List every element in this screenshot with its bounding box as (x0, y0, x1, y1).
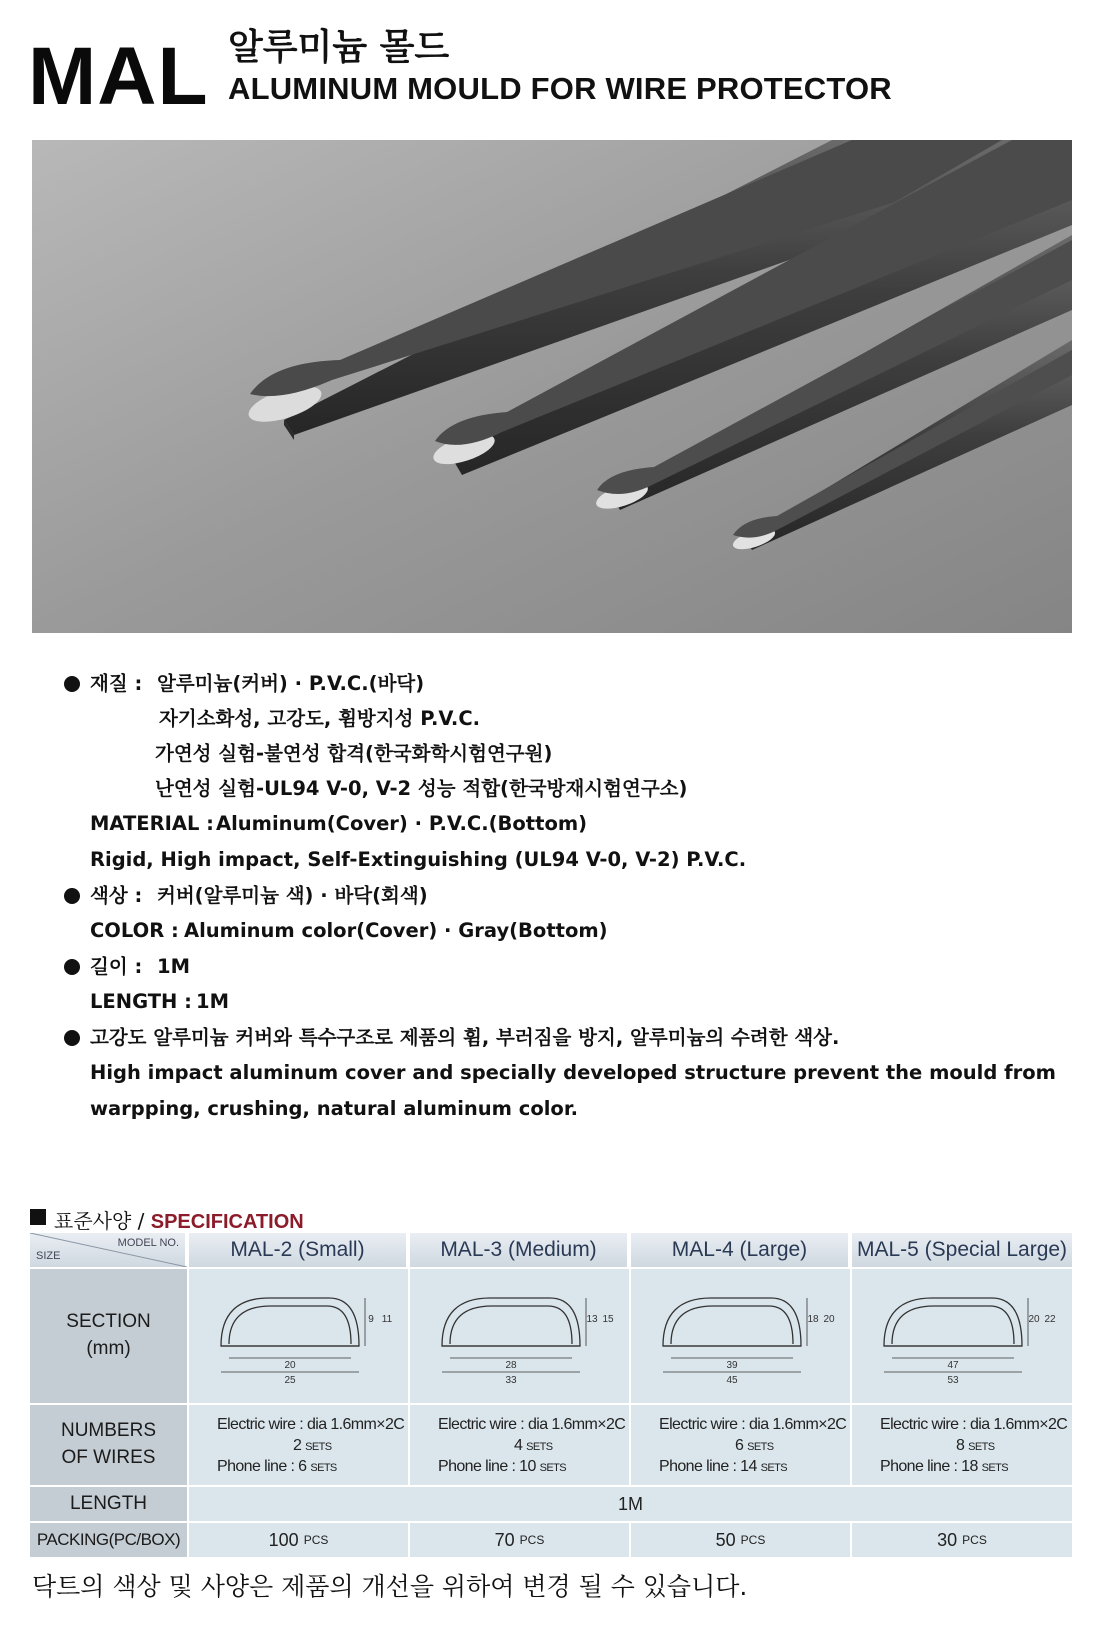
spec-title-en: SPECIFICATION (150, 1211, 304, 1233)
section-drawing (631, 1269, 850, 1403)
row-label-length: LENGTH (30, 1487, 187, 1521)
packing-value: 50 (715, 1529, 736, 1550)
bullet-icon (64, 676, 80, 692)
row-label-line: NUMBERS (60, 1420, 156, 1442)
product-photo (32, 140, 1072, 633)
dimension-inner-height: 9 (367, 1314, 374, 1325)
length-en-label: LENGTH : (90, 990, 192, 1013)
packing-unit: PCS (962, 1533, 987, 1547)
material-ko-label: 재질 : (90, 672, 143, 695)
section-profile-drawing (199, 1276, 399, 1396)
profile-inner (892, 1306, 1014, 1344)
phone-sets-value: 10 (519, 1457, 536, 1475)
corner-cell (30, 1233, 187, 1267)
packing-cell (189, 1523, 408, 1557)
packing-cell (852, 1523, 1072, 1557)
material-ko-line: 알루미늄(커버) · P.V.C.(바닥) (157, 672, 425, 695)
sets-unit: SETS (981, 1461, 1008, 1474)
sets-unit: SETS (760, 1461, 787, 1474)
model-header: MAL-5 (Special Large) (852, 1233, 1072, 1267)
wires-cell (189, 1405, 408, 1485)
phone-line-label: Phone line (659, 1457, 729, 1475)
packing-value: 70 (494, 1529, 515, 1550)
wires-cell (852, 1405, 1072, 1485)
dimension-inner-width: 39 (725, 1360, 738, 1371)
packing-unit: PCS (519, 1533, 545, 1547)
feature-en-line: warpping, crushing, natural aluminum color. (90, 1097, 579, 1120)
packing-value: 100 (268, 1529, 299, 1550)
dimension-outer-height: 11 (381, 1314, 392, 1325)
dimension-outer-height: 15 (601, 1314, 614, 1325)
model-header: MAL-3 (Medium) (410, 1233, 629, 1267)
footer-note: 닥트의 색상 및 사양은 제품의 개선을 위하여 변경 될 수 있습니다. (32, 1572, 748, 1601)
packing-unit: PCS (740, 1533, 766, 1547)
dimension-outer-width: 45 (725, 1375, 738, 1386)
material-en-line: Rigid, High impact, Self-Extinguishing (UL94 V-0, V-2) P.V.C. (90, 848, 747, 871)
profile-outer (442, 1298, 580, 1346)
row-label-section (30, 1269, 187, 1403)
electric-wire-label: Electric wire : dia 1.6mm×2C (438, 1416, 626, 1433)
packing-cell (410, 1523, 629, 1557)
diagonal-line (30, 1233, 187, 1267)
profile-outer (884, 1298, 1022, 1346)
material-ko-line: 난연성 실험-UL94 V-0, V-2 성능 적합(한국방재시험연구소) (155, 777, 688, 800)
dimension-inner-height: 18 (806, 1314, 819, 1325)
color-en-value: Aluminum color(Cover) · Gray(Bottom) (184, 919, 608, 942)
sets-unit: SETS (310, 1461, 337, 1474)
electric-sets-value: 2 (293, 1436, 302, 1454)
electric-wire-label: Electric wire : dia 1.6mm×2C (880, 1416, 1068, 1433)
material-ko-line: 가연성 실험-불연성 합격(한국화학시험연구원) (155, 742, 553, 765)
electric-sets (217, 1436, 332, 1457)
feature-ko-line: 고강도 알루미늄 커버와 특수구조로 제품의 휨, 부러짐을 방지, 알루미늄의 수려한 색상. (90, 1026, 840, 1049)
dimension-inner-width: 20 (283, 1360, 296, 1371)
title-english: ALUMINUM MOULD FOR WIRE PROTECTOR (228, 71, 892, 106)
material-en-value: Aluminum(Cover) · P.V.C.(Bottom) (216, 812, 588, 835)
feature-en-line: High impact aluminum cover and specially developed structure prevent the mould from (90, 1061, 1056, 1084)
spec-title (54, 1205, 304, 1234)
length-ko-value: 1M (157, 955, 190, 978)
sets-unit: SETS (968, 1440, 995, 1453)
row-label-line: SECTION (66, 1311, 151, 1333)
dimension-outer-width: 53 (947, 1375, 959, 1386)
electric-wire-label: Electric wire : dia 1.6mm×2C (217, 1416, 405, 1433)
material-ko-line: 자기소화성, 고강도, 휨방지성 P.V.C. (159, 707, 481, 730)
electric-sets (438, 1436, 553, 1457)
length-ko-label: 길이 : (90, 955, 143, 978)
corner-model-label: MODEL NO. (117, 1237, 179, 1249)
color-ko-label: 색상 : (90, 884, 143, 907)
phone-sets-value: 18 (961, 1457, 978, 1475)
section-profile-drawing (641, 1276, 841, 1396)
phone-line: Phone line : 10 SETS (438, 1457, 566, 1475)
electric-sets-value: 8 (956, 1436, 965, 1454)
sets-unit: SETS (305, 1440, 332, 1453)
dimension-outer-width: 25 (283, 1375, 296, 1386)
packing-cell (631, 1523, 850, 1557)
dimension-inner-height: 13 (585, 1314, 598, 1325)
profile-inner (229, 1306, 351, 1344)
section-profile-drawing (420, 1276, 620, 1396)
phone-line: Phone line : 18 SETS (880, 1457, 1008, 1475)
profile-outer (221, 1298, 359, 1346)
spec-title-ko: 표준사양 / (54, 1209, 151, 1233)
model-header: MAL-2 (Small) (189, 1233, 408, 1267)
wires-cell (410, 1405, 629, 1485)
length-value: 1M (189, 1487, 1072, 1521)
sets-unit: SETS (539, 1461, 566, 1474)
phone-line: Phone line : 6 SETS (217, 1457, 337, 1475)
row-label-line: (mm) (86, 1338, 131, 1359)
sets-unit: SETS (747, 1440, 774, 1453)
phone-line-label: Phone line (217, 1457, 287, 1475)
section-drawing (852, 1269, 1072, 1403)
phone-line-label: Phone line (438, 1457, 508, 1475)
color-en-label: COLOR : (90, 919, 179, 942)
electric-sets-value: 6 (735, 1436, 744, 1454)
phone-line-label: Phone line (880, 1457, 950, 1475)
packing-unit: PCS (303, 1533, 329, 1547)
model-header: MAL-4 (Large) (631, 1233, 850, 1267)
profile-outer (663, 1298, 801, 1346)
electric-wire-label: Electric wire : dia 1.6mm×2C (659, 1416, 847, 1433)
dimension-outer-height: 20 (822, 1314, 835, 1325)
row-label-packing: PACKING(PC/BOX) (30, 1523, 187, 1557)
header (28, 27, 1078, 122)
dimension-inner-height: 20 (1028, 1314, 1040, 1325)
electric-sets (659, 1436, 774, 1457)
spec-table (30, 1233, 1072, 1550)
section-drawing (410, 1269, 629, 1403)
electric-sets (880, 1436, 995, 1457)
length-en-value: 1M (196, 990, 229, 1013)
dimension-inner-width: 47 (947, 1360, 959, 1371)
bullet-icon (64, 1030, 80, 1046)
title-korean: 알루미늄 몰드 (228, 27, 450, 68)
dimension-outer-width: 33 (504, 1375, 517, 1386)
material-en-label: MATERIAL : (90, 812, 214, 835)
model-code: MAL (28, 31, 209, 122)
row-label-wires (30, 1405, 187, 1485)
square-bullet-icon (30, 1209, 46, 1225)
row-label-line: OF WIRES (61, 1447, 156, 1468)
bullet-icon (64, 959, 80, 975)
sets-unit: SETS (526, 1440, 553, 1453)
wires-cell (631, 1405, 850, 1485)
dimension-outer-height: 22 (1044, 1314, 1056, 1325)
color-ko-value: 커버(알루미늄 색) · 바닥(회색) (157, 884, 428, 907)
corner-size-label: SIZE (36, 1250, 61, 1262)
profile-inner (450, 1306, 572, 1344)
section-profile-drawing (862, 1276, 1062, 1396)
dimension-inner-width: 28 (504, 1360, 517, 1371)
phone-line: Phone line : 14 SETS (659, 1457, 787, 1475)
packing-value: 30 (937, 1529, 958, 1550)
section-drawing (189, 1269, 408, 1403)
phone-sets-value: 14 (740, 1457, 757, 1475)
profile-inner (671, 1306, 793, 1344)
electric-sets-value: 4 (514, 1436, 523, 1454)
bullet-icon (64, 888, 80, 904)
phone-sets-value: 6 (298, 1457, 307, 1475)
